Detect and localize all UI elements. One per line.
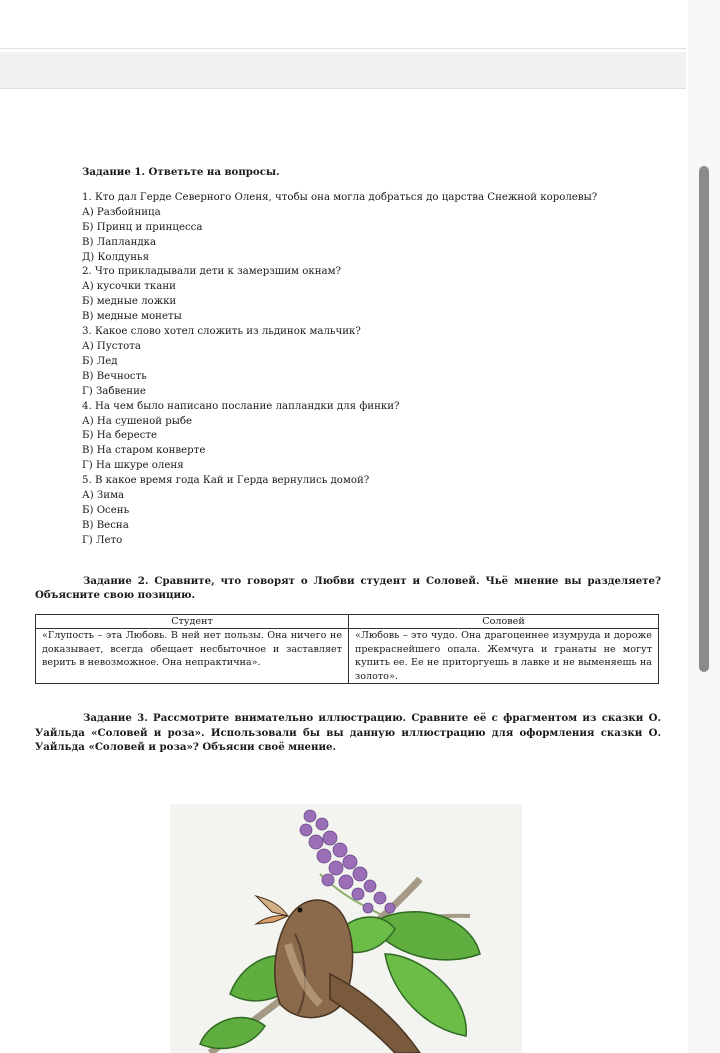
q2-option-c: В) медные монеты [82,311,182,323]
illustration-svg [170,804,522,1053]
q3-option-a: А) Пустота [82,340,141,352]
lilac-flowers [300,810,395,913]
leaf [200,1018,265,1049]
q5: 5. В какое время года Кай и Герда вернулись домой? [82,475,370,487]
q3-option-d: Г) Забвение [82,385,146,397]
q1: 1. Кто дал Герде Северного Оленя, чтобы она могла добраться до царства Снежной королевы? [82,191,598,203]
comparison-table [35,614,659,684]
q2-option-a: А) кусочки ткани [82,281,176,293]
header-student: Студент [36,615,349,629]
q4-option-c: В) На старом конверте [82,445,206,457]
q1-option-a: А) Разбойница [82,206,161,218]
q4-option-b: Б) На бересте [82,430,157,442]
q5-option-a: А) Зима [82,490,125,502]
q1-option-d: Д) Колдунья [82,251,150,263]
nightingale-quote: «Любовь – это чудо. Она драгоценнее изумруда и дороже прекраснейшего опала. Жемчуга и гранаты не могут купить ее. Ее не приторгуешь в лавке и не выменяешь на золото». [349,629,659,684]
task1-block [82,165,662,549]
q4: 4. На чем было написано послание лапландки для финки? [82,400,400,412]
q4-option-a: А) На сушеной рыбе [82,415,193,427]
student-quote: «Глупость – эта Любовь. В ней нет пользы. Она ничего не доказывает, всегда обещает несбыточное и заставляет верить в невозможное. Она непрактична». [36,629,349,684]
header-nightingale: Соловей [349,615,659,629]
table-row [36,629,659,684]
task1-title: Задание 1. Ответьте на вопросы. [82,166,280,178]
q1-option-c: В) Лапландка [82,236,157,248]
toolbar-band [0,52,686,89]
q5-option-b: Б) Осень [82,504,130,516]
task2-title: Задание 2. Сравните, что говорят о Любви студент и Соловей. Чьё мнение вы разделяете? Объясните свою позицию. [35,575,661,601]
q2-option-b: Б) медные ложки [82,296,177,308]
q3: 3. Какое слово хотел сложить из льдинок мальчик? [82,326,361,338]
q1-option-b: Б) Принц и принцесса [82,221,203,233]
q5-option-d: Г) Лето [82,534,123,546]
q3-option-b: Б) Лед [82,355,118,367]
q5-option-c: В) Весна [82,519,129,531]
table-header-row [36,615,659,629]
q3-option-c: В) Вечность [82,370,147,382]
nightingale-lilac-illustration [170,804,522,1053]
scrollbar-thumb[interactable] [699,166,709,672]
q2: 2. Что прикладывали дети к замерзшим окнам? [82,266,341,278]
q4-option-d: Г) На шкуре оленя [82,460,184,472]
task3-title: Задание 3. Рассмотрите внимательно иллюстрацию. Сравните её с фрагментом из сказки О. Уайльда «Соловей и роза». Использовали бы вы данную иллюстрацию для оформления сказки О. Уайльда «Соловей и роза»? Объясни своё мнение. [35,712,661,754]
top-toolbar [0,0,686,49]
